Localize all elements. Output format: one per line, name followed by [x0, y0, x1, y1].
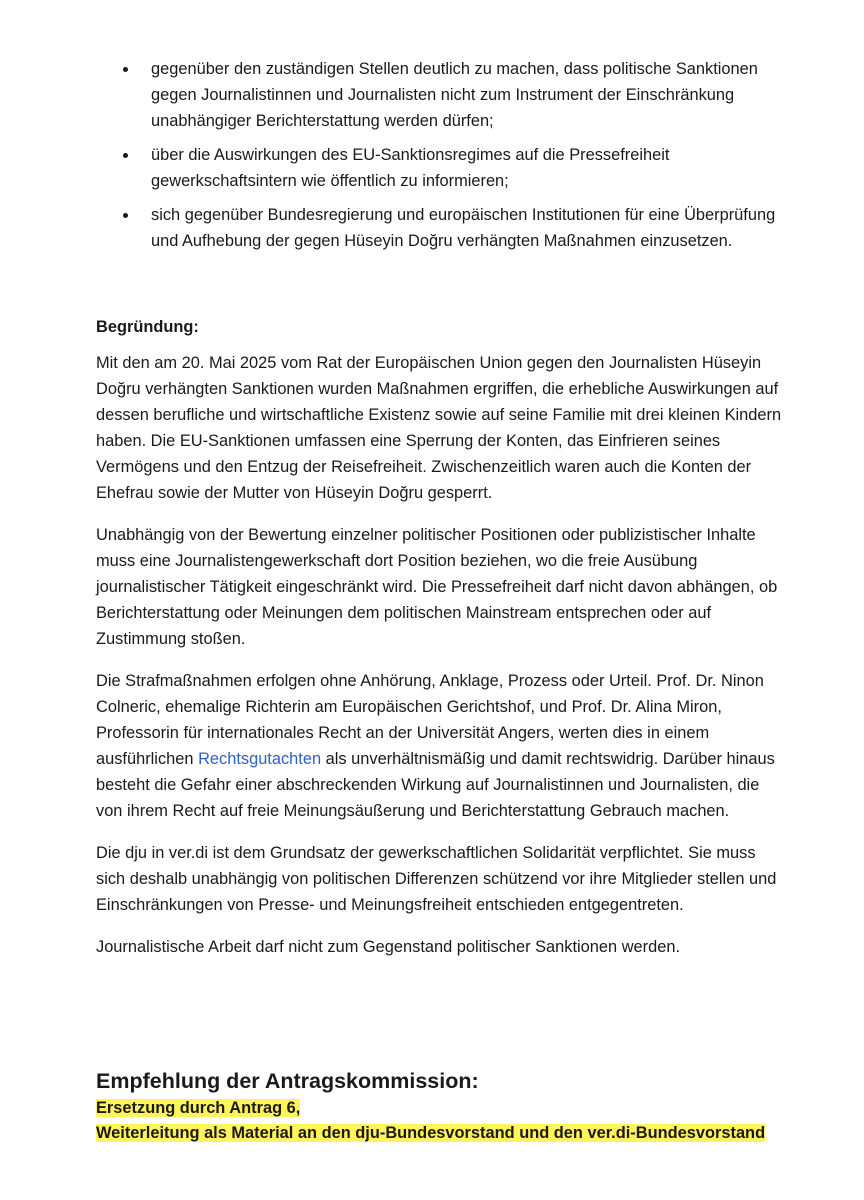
section-heading: Begründung:: [96, 318, 199, 336]
recommendation-line-1: Ersetzung durch Antrag 6,: [96, 1099, 301, 1117]
paragraph-3-before-link: Professorin für internationales Recht an der Universität Angers, werten dies in einem ausführlichen: [96, 724, 710, 768]
bullet-icon: [123, 153, 128, 158]
paragraph-3-after-link: als unverhältnismäßig und damit rechtswidrig. Darüber hinaus besteht die Gefahr einer abschreckenden Wirkung auf Journalistinnen und Journalisten, die von ihrem Recht auf freie Meinungsäußerung und Berichterstattung Gebrauch machen.: [96, 750, 775, 820]
paragraph-2: Unabhängig von der Bewertung einzelner politischer Positionen oder publizistischer Inhalte muss eine Journalistengewerkschaft dort Position beziehen, wo die freie Ausübung journalistischer Tätigkeit eingeschränkt wird. Die Pressefreiheit darf nicht davon abhängen, ob Berichterstattung oder Meinungen dem politischen Mainstream entsprechen oder auf Zustimmung stoßen.: [96, 526, 778, 648]
bullet-icon: [123, 67, 128, 72]
bullet-icon: [123, 213, 128, 218]
paragraph-3: [96, 668, 786, 824]
paragraph-1: Mit den am 20. Mai 2025 vom Rat der Europäischen Union gegen den Journalisten Hüseyin Doğru verhängten Sanktionen wurden Maßnahmen ergriffen, die erhebliche Auswirkungen auf dessen berufliche und wirtschaftliche Existenz sowie auf seine Familie mit drei kleinen Kindern haben. Die EU-Sanktionen umfassen eine Sperrung der Konten, das Einfrieren seines Vermögens und den Entzug der Reisefreiheit. Zwischenzeitlich waren auch die Konten der Ehefrau sowie der Mutter von Hüseyin Doğru gesperrt.: [96, 354, 782, 502]
recommendation-heading: Empfehlung der Antragskommission:: [96, 1069, 479, 1093]
list-item: über die Auswirkungen des EU-Sanktionsregimes auf die Pressefreiheit gewerkschaftsintern wie öffentlich zu informieren;: [96, 142, 786, 194]
recommendation-line-2: Weiterleitung als Material an den dju-Bundesvorstand und den ver.di-Bundesvorstand: [96, 1124, 766, 1142]
recommendation-section: [96, 1066, 786, 1146]
paragraph-4: Die dju in ver.di ist dem Grundsatz der gewerkschaftlichen Solidarität verpflichtet. Sie muss sich deshalb unabhängig von politischen Differenzen schützend vor ihre Mitglieder stellen und Einschränkungen von Presse- und Meinungsfreiheit entschieden entgegentreten.: [96, 844, 777, 914]
paragraph-5: Journalistische Arbeit darf nicht zum Gegenstand politischer Sanktionen werden.: [96, 938, 681, 956]
begruendung-section: [96, 314, 786, 976]
bullet-list: [96, 56, 786, 262]
paragraph-3-line-1: Die Strafmaßnahmen erfolgen ohne Anhörung, Anklage, Prozess oder Urteil. Prof. Dr. Ninon Colneric, ehemalige Richterin am Europäischen Gerichtshof, und Prof. Dr. Alina Miron,: [96, 672, 764, 716]
recommendation-text: [96, 1096, 786, 1146]
rechtsgutachten-link[interactable]: Rechtsgutachten: [198, 750, 322, 768]
list-item: sich gegenüber Bundesregierung und europäischen Institutionen für eine Überprüfung und Aufhebung der gegen Hüseyin Doğru verhängten Maßnahmen einzusetzen.: [96, 202, 786, 254]
list-item: gegenüber den zuständigen Stellen deutlich zu machen, dass politische Sanktionen gegen Journalistinnen und Journalisten nicht zum Instrument der Einschränkung unabhängiger Berichterstattung werden dürfen;: [96, 56, 786, 134]
